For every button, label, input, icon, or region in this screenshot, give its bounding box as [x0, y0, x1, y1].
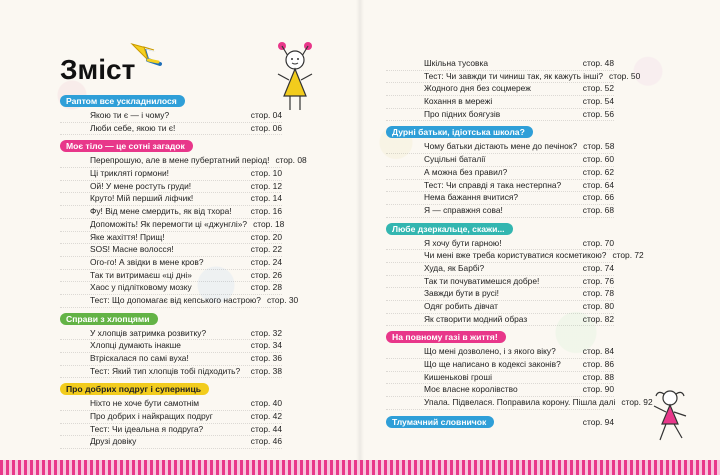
toc-entry: Про підних боягузів стор. 56 [386, 109, 614, 122]
toc-entry: Ого-го! А звідки в мене кров? стор. 24 [60, 257, 282, 270]
toc-entry: Чи мені вже треба користуватися косметикою? стор. 72 [386, 250, 614, 263]
page-title: Зміст [60, 54, 136, 85]
toc-entry: Тест: Який тип хлопців тобі підходить? стор. 38 [60, 366, 282, 379]
section-heading: Справи з хлопцями [60, 313, 158, 325]
toc-entry: Так ти витримаєш «ці дні» стор. 26 [60, 270, 282, 283]
section-heading: Раптом все ускладнилося [60, 95, 185, 107]
toc-entry: Кишенькові гроші стор. 88 [386, 372, 614, 385]
section-heading: Про добрих подруг і суперниць [60, 383, 209, 395]
toc-entry-page: стор. 94 [582, 416, 614, 427]
toc-entry: SOS! Масне волосся! стор. 22 [60, 244, 282, 257]
toc-entry: Так ти почуватимешся добре! стор. 76 [386, 276, 614, 289]
toc-entry: Що мені дозволено, і з якого віку? стор. 84 [386, 346, 614, 359]
section-heading: Тлумачний словничок [386, 416, 494, 428]
toc-entry: Шкільна тусовка стор. 48 [386, 58, 614, 71]
toc-entry: Завжди бути в русі! стор. 78 [386, 288, 614, 301]
toc-entry: У хлопців затримка розвитку? стор. 32 [60, 328, 282, 341]
toc-entry: Я — справжня сова! стор. 68 [386, 205, 614, 218]
toc-entry: Фу! Від мене смердить, як від тхора! стор. 16 [60, 206, 282, 219]
toc-entry: Одяг робить дівчат стор. 80 [386, 301, 614, 314]
toc-entry: Худа, як Барбі? стор. 74 [386, 263, 614, 276]
toc-entry: Тест: Чи ідеальна я подруга? стор. 44 [60, 424, 282, 437]
toc-entry: Що ще написано в кодексі законів? стор. 86 [386, 359, 614, 372]
toc-section [60, 94, 282, 135]
toc-entry: Яке жахіття! Прищ! стор. 20 [60, 232, 282, 245]
toc-entry: Ніхто не хоче бути самотнім стор. 40 [60, 398, 282, 411]
toc-section [60, 312, 282, 379]
section-heading: На повному газі в життя! [386, 331, 506, 343]
toc-entry: Друзі довіку стор. 46 [60, 436, 282, 449]
toc-entry: Хаос у підлітковому мозку стор. 28 [60, 282, 282, 295]
toc-entry: Тест: Чи завжди ти чиниш так, як кажуть інші? стор. 50 [386, 71, 614, 84]
toc-entry: Ці триклятi гормони! стор. 10 [60, 168, 282, 181]
toc-entry: Нема бажання вчитися? стор. 66 [386, 192, 614, 205]
toc-entry: Упала. Підвелася. Поправила корону. Пішла далі стор. 92 [386, 397, 614, 410]
toc-section [60, 382, 282, 449]
toc-section [386, 222, 644, 327]
toc-entry: Люби себе, якою ти є! стор. 06 [60, 123, 282, 136]
toc-entry: А можна без правил? стор. 62 [386, 167, 614, 180]
toc-entry: Жодного дня без соцмереж стор. 52 [386, 83, 614, 96]
toc-entry: Я хочу бути гарною! стор. 70 [386, 238, 614, 251]
section-heading: Моє тіло — це сотні загадок [60, 140, 193, 152]
toc-entry: Моє власне королівство стор. 90 [386, 384, 614, 397]
toc-entry: Суцільні баталії стор. 60 [386, 154, 614, 167]
section-heading: Дурні батьки, ідіотська школа? [386, 126, 533, 138]
toc-entry: Втріскалася по самі вуха! стор. 36 [60, 353, 282, 366]
book-gutter [356, 0, 364, 460]
toc-entry: Перепрошую, але в мене пубертатний період! стор. 08 [60, 155, 282, 168]
toc-entry: Якою ти є — і чому? стор. 04 [60, 110, 282, 123]
bottom-pink-stripe [0, 460, 720, 475]
toc-section [386, 58, 641, 121]
toc-entry: Круто! Мій перший ліфчик! стор. 14 [60, 193, 282, 206]
toc-right-column [386, 58, 653, 432]
toc-entry: Тест: Що допомагає від кепського настрою? стор. 30 [60, 295, 282, 308]
toc-entry: Допоможіть! Як перемогти ці «джунглі»? стор. 18 [60, 219, 282, 232]
toc-entry: Кохання в мережі стор. 54 [386, 96, 614, 109]
toc-section [386, 330, 653, 409]
section-heading: Любе дзеркальце, скажи... [386, 223, 513, 235]
running-girl-icon [648, 388, 692, 448]
toc-entry: Як створити модний образ стор. 82 [386, 314, 614, 327]
toc-entry: Тест: Чи справді я така нестерпна? стор. 64 [386, 180, 614, 193]
toc-section [60, 139, 307, 307]
toc-left-column [60, 94, 307, 453]
yellow-arrow-icon [126, 38, 168, 68]
toc-entry: Ой! У мене ростуть груди! стор. 12 [60, 181, 282, 194]
toc-entry: Хлопці думають інакше стор. 34 [60, 340, 282, 353]
toc-section [386, 416, 614, 428]
toc-section [386, 125, 614, 217]
toc-entry: Про добрих і найкращих подруг стор. 42 [60, 411, 282, 424]
toc-entry: Чому батьки дістають мене до печінок? стор. 58 [386, 141, 614, 154]
